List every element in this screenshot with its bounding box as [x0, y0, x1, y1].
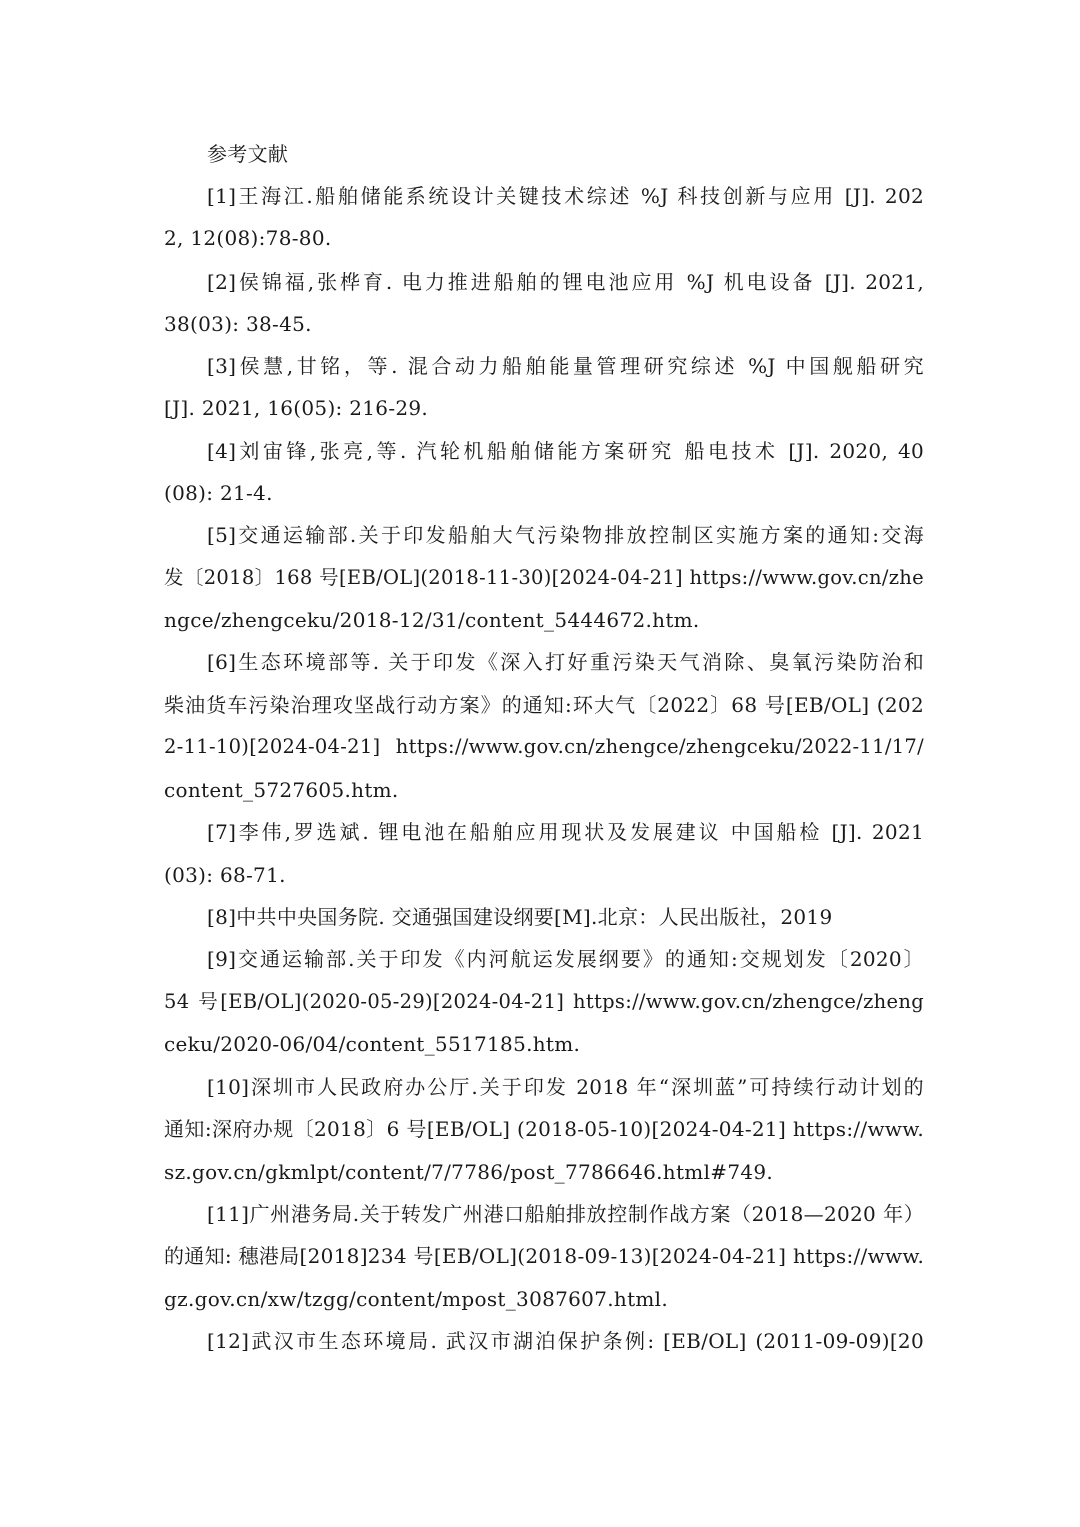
reference-line: (03): 68-71.	[164, 863, 286, 887]
reference-line: [10]深圳市人民政府办公厅.关于印发 2018 年“深圳蓝”可持续行动计划的	[207, 1075, 924, 1099]
reference-line: content_5727605.htm.	[164, 778, 399, 802]
reference-line: [J]. 2021, 16(05): 216-29.	[164, 396, 429, 420]
reference-line: [6]生态环境部等. 关于印发《深入打好重污染天气消除、臭氧污染防治和	[207, 650, 924, 674]
reference-line: (08): 21-4.	[164, 481, 273, 505]
reference-line: [12]武汉市生态环境局. 武汉市湖泊保护条例: [EB/OL] (2011-09-09)[20	[207, 1329, 924, 1353]
reference-line: [2]侯锦福,张桦育. 电力推进船舶的锂电池应用 %J 机电设备 [J]. 2021,	[207, 270, 924, 294]
reference-line: [9]交通运输部.关于印发《内河航运发展纲要》的通知:交规划发〔2020〕	[207, 947, 924, 971]
reference-line: 的通知: 穗港局[2018]234 号[EB/OL](2018-09-13)[2024-04-21] https://www.	[164, 1244, 924, 1268]
reference-line: ngce/zhengceku/2018-12/31/content_5444672.htm.	[164, 608, 700, 632]
reference-line: 发〔2018〕168 号[EB/OL](2018-11-30)[2024-04-21] https://www.gov.cn/zhe	[164, 566, 924, 589]
reference-line: 通知:深府办规〔2018〕6 号[EB/OL] (2018-05-10)[2024-04-21] https://www.	[164, 1117, 924, 1141]
reference-line: [7]李伟,罗选斌. 锂电池在船舶应用现状及发展建议 中国船检 [J]. 2021	[207, 820, 924, 844]
reference-line: ceku/2020-06/04/content_5517185.htm.	[164, 1032, 581, 1056]
reference-line: 2, 12(08):78-80.	[164, 226, 332, 250]
reference-line: gz.gov.cn/xw/tzgg/content/mpost_3087607.html.	[164, 1287, 669, 1311]
reference-line: [3]侯慧,甘铭，等. 混合动力船舶能量管理研究综述 %J 中国舰船研究	[207, 354, 924, 378]
reference-line: sz.gov.cn/gkmlpt/content/7/7786/post_7786646.html#749.	[164, 1160, 774, 1184]
reference-line: [5]交通运输部.关于印发船舶大气污染物排放控制区实施方案的通知:交海	[207, 523, 924, 547]
reference-line: 2-11-10)[2024-04-21] https://www.gov.cn/zhengce/zhengceku/2022-11/17/	[164, 735, 924, 758]
reference-line: 54 号[EB/OL](2020-05-29)[2024-04-21] https://www.gov.cn/zhengce/zheng	[164, 990, 924, 1013]
reference-line: 柴油货车污染治理攻坚战行动方案》的通知:环大气〔2022〕68 号[EB/OL] (202	[164, 693, 924, 717]
reference-line: [8]中共中央国务院. 交通强国建设纲要[M].北京：人民出版社，2019	[207, 905, 833, 929]
reference-line: [1]王海江.船舶储能系统设计关键技术综述 %J 科技创新与应用 [J]. 202	[207, 184, 924, 208]
reference-line: [4]刘宙锋,张亮,等. 汽轮机船舶储能方案研究 船电技术 [J]. 2020, 40	[207, 439, 924, 463]
reference-line: 38(03): 38-45.	[164, 312, 312, 336]
reference-line: [11]广州港务局.关于转发广州港口船舶排放控制作战方案（2018—2020 年）	[207, 1202, 924, 1226]
references-heading: 参考文献	[207, 142, 289, 166]
